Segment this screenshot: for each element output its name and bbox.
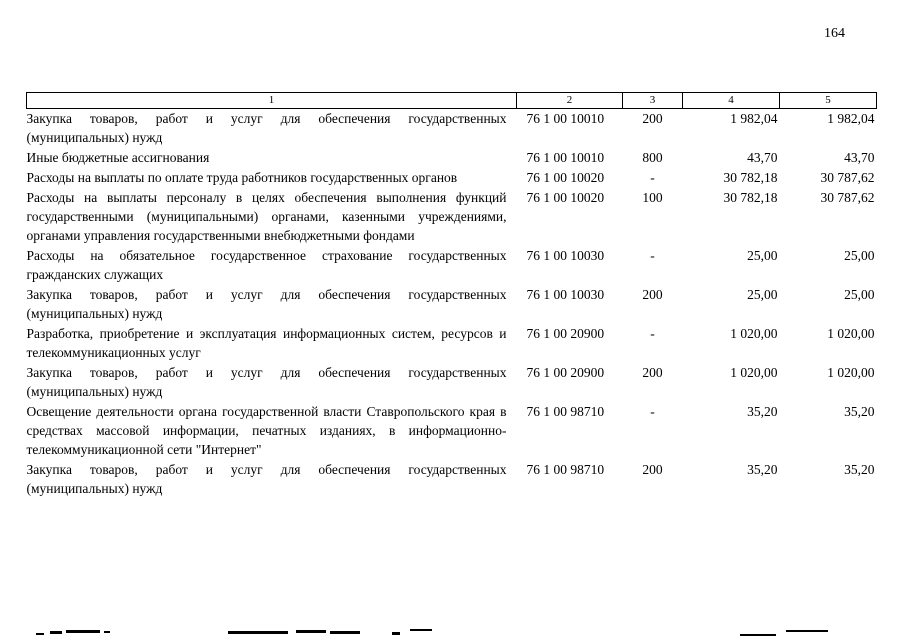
- cell-name: Расходы на обязательное государственное страхование государственных гражданских служащих: [26, 248, 507, 282]
- cell-vr: 100: [642, 190, 663, 205]
- cell-value-2: 1 020,00: [827, 365, 875, 380]
- cell-value-1: 30 782,18: [723, 170, 778, 185]
- cell-value-2: 35,20: [844, 462, 875, 477]
- cell-code: 76 1 00 10020: [526, 190, 605, 205]
- table-row: [27, 168, 877, 188]
- cell-vr: -: [650, 170, 655, 185]
- cell-vr: 200: [642, 462, 663, 477]
- cell-vr: 800: [642, 150, 663, 165]
- cell-value-2: 1 982,04: [827, 111, 875, 126]
- cell-value-1: 35,20: [747, 462, 778, 477]
- cell-value-2: 30 787,62: [820, 170, 875, 185]
- cell-value-1: 1 982,04: [730, 111, 778, 126]
- cell-value-2: 25,00: [844, 287, 875, 302]
- table-row: [27, 148, 877, 168]
- page-number: 164: [824, 26, 845, 41]
- cell-value-1: 30 782,18: [723, 190, 778, 205]
- header-cell-vr: 3: [623, 93, 683, 109]
- cell-code: 76 1 00 10010: [526, 150, 605, 165]
- header-cell-value-1: 4: [683, 93, 780, 109]
- table-row: [27, 363, 877, 402]
- cell-code: 76 1 00 98710: [526, 404, 605, 419]
- cell-code: 76 1 00 20900: [526, 365, 605, 380]
- cell-name: Закупка товаров, работ и услуг для обеспечения государственных (муниципальных) нужд: [26, 111, 507, 145]
- cell-code: 76 1 00 98710: [526, 462, 605, 477]
- budget-table: [26, 92, 877, 499]
- cell-name: Разработка, приобретение и эксплуатация информационных систем, ресурсов и телекоммуникационных услуг: [26, 326, 507, 360]
- table-row: [27, 246, 877, 285]
- cell-name: Закупка товаров, работ и услуг для обеспечения государственных (муниципальных) нужд: [26, 287, 507, 321]
- scan-artifacts: [0, 624, 903, 640]
- table-row: [27, 285, 877, 324]
- cell-vr: 200: [642, 365, 663, 380]
- cell-value-1: 25,00: [747, 248, 778, 263]
- cell-vr: -: [650, 404, 655, 419]
- header-cell-code: 2: [517, 93, 623, 109]
- cell-value-2: 30 787,62: [820, 190, 875, 205]
- cell-name: Освещение деятельности органа государственной власти Ставропольского края в средствах массовой информации, печатных изданиях, в информационно-телекоммуникационной сети "Интернет": [26, 404, 507, 457]
- cell-name: Иные бюджетные ассигнования: [26, 150, 210, 165]
- cell-name: Расходы на выплаты по оплате труда работников государственных органов: [26, 170, 458, 185]
- header-row: [27, 93, 877, 109]
- header-cell-value-2: 5: [780, 93, 877, 109]
- cell-code: 76 1 00 10020: [526, 170, 605, 185]
- cell-name: Закупка товаров, работ и услуг для обеспечения государственных (муниципальных) нужд: [26, 365, 507, 399]
- header-cell-name: 1: [27, 93, 517, 109]
- cell-vr: -: [650, 248, 655, 263]
- cell-value-1: 43,70: [747, 150, 778, 165]
- table-row: [27, 324, 877, 363]
- table-row: [27, 109, 877, 149]
- cell-value-2: 43,70: [844, 150, 875, 165]
- table-row: [27, 460, 877, 499]
- cell-name: Закупка товаров, работ и услуг для обеспечения государственных (муниципальных) нужд: [26, 462, 507, 496]
- cell-code: 76 1 00 20900: [526, 326, 605, 341]
- cell-vr: 200: [642, 111, 663, 126]
- cell-code: 76 1 00 10030: [526, 287, 605, 302]
- cell-vr: -: [650, 326, 655, 341]
- cell-value-1: 1 020,00: [730, 365, 778, 380]
- cell-value-2: 35,20: [844, 404, 875, 419]
- cell-name: Расходы на выплаты персоналу в целях обеспечения выполнения функций государственными (муниципальными) органами, казенными учреждениями, органами управления государственными внебюджетными фондами: [26, 190, 507, 243]
- table-row: [27, 188, 877, 246]
- cell-value-2: 1 020,00: [827, 326, 875, 341]
- cell-value-1: 25,00: [747, 287, 778, 302]
- cell-vr: 200: [642, 287, 663, 302]
- cell-code: 76 1 00 10010: [526, 111, 605, 126]
- cell-code: 76 1 00 10030: [526, 248, 605, 263]
- cell-value-1: 1 020,00: [730, 326, 778, 341]
- cell-value-1: 35,20: [747, 404, 778, 419]
- cell-value-2: 25,00: [844, 248, 875, 263]
- table-row: [27, 402, 877, 460]
- scan-noise-marks: [36, 629, 828, 636]
